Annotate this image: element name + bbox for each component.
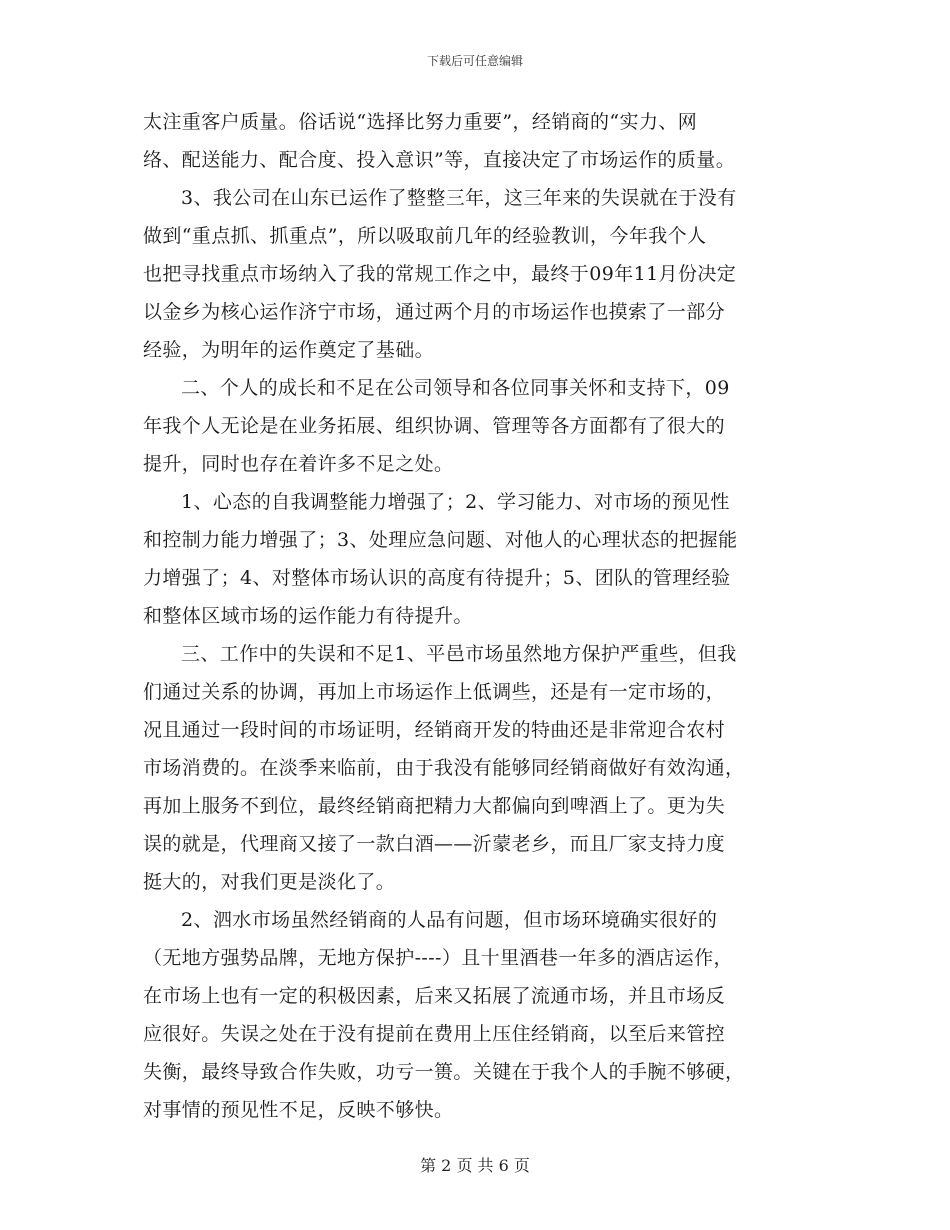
text-line: 和控制力能力增强了；3、处理应急问题、对他人的心理状态的把握能: [143, 529, 738, 551]
text-line: 3、我公司在山东已运作了整整三年，这三年来的失误就在于没有: [181, 187, 737, 209]
text-line: 挺大的，对我们更是淡化了。: [143, 871, 396, 893]
text-line: 1、心态的自我调整能力增强了；2、学习能力、对市场的预见性: [181, 491, 730, 513]
page-header: 下载后可任意编辑: [426, 54, 523, 68]
text-line: 况且通过一段时间的市场证明，经销商开发的特曲还是非常迎合农村: [143, 719, 726, 741]
text-line: 市场消费的。在淡季来临前，由于我没有能够同经销商做好有效沟通，: [143, 757, 745, 779]
text-line: 在市场上也有一定的积极因素，后来又拓展了流通市场，并且市场反: [143, 985, 726, 1007]
text-line: 再加上服务不到位，最终经销商把精力大都偏向到啤酒上了。更为失: [143, 795, 726, 817]
text-line: 和整体区域市场的运作能力有待提升。: [143, 605, 473, 627]
text-line: 2、泗水市场虽然经销商的人品有问题，但市场环境确实很好的: [181, 909, 718, 931]
page-number: 第 2 页 共 6 页: [420, 1156, 530, 1175]
text-line: 经验，为明年的运作奠定了基础。: [143, 339, 435, 361]
text-line: 对事情的预见性不足，反映不够快。: [143, 1099, 454, 1121]
text-line: 络、配送能力、配合度、投入意识”等，直接决定了市场运作的质量。: [143, 149, 736, 171]
text-line: 也把寻找重点市场纳入了我的常规工作之中，最终于09年11月份决定: [143, 263, 737, 285]
text-line: （无地方强势品牌，无地方保护----）且十里酒巷一年多的酒店运作，: [143, 947, 733, 969]
text-line: 误的就是，代理商又接了一款白酒——沂蒙老乡，而且厂家支持力度: [143, 833, 726, 855]
document-body: [143, 103, 813, 1129]
text-line: 力增强了；4、对整体市场认识的高度有待提升；5、团队的管理经验: [143, 567, 731, 589]
text-line: 二、个人的成长和不足在公司领导和各位同事关怀和支持下，09: [181, 377, 730, 399]
text-line: 太注重客户质量。俗话说“选择比努力重要”，经销商的“实力、网: [143, 111, 698, 133]
text-line: 失衡，最终导致合作失败，功亏一篑。关键在于我个人的手腕不够硬，: [143, 1061, 745, 1083]
text-line: 提升，同时也存在着许多不足之处。: [143, 453, 454, 475]
text-line: 以金乡为核心运作济宁市场，通过两个月的市场运作也摸索了一部分: [143, 301, 726, 323]
text-line: 年我个人无论是在业务拓展、组织协调、管理等各方面都有了很大的: [143, 415, 726, 437]
text-line: 们通过关系的协调，再加上市场运作上低调些，还是有一定市场的，: [143, 681, 726, 703]
text-line: 做到“重点抓、抓重点”，所以吸取前几年的经验教训，今年我个人: [143, 225, 707, 247]
text-line: 应很好。失误之处在于没有提前在费用上压住经销商，以至后来管控: [143, 1023, 726, 1045]
text-line: 三、工作中的失误和不足1、平邑市场虽然地方保护严重些，但我: [181, 643, 737, 665]
